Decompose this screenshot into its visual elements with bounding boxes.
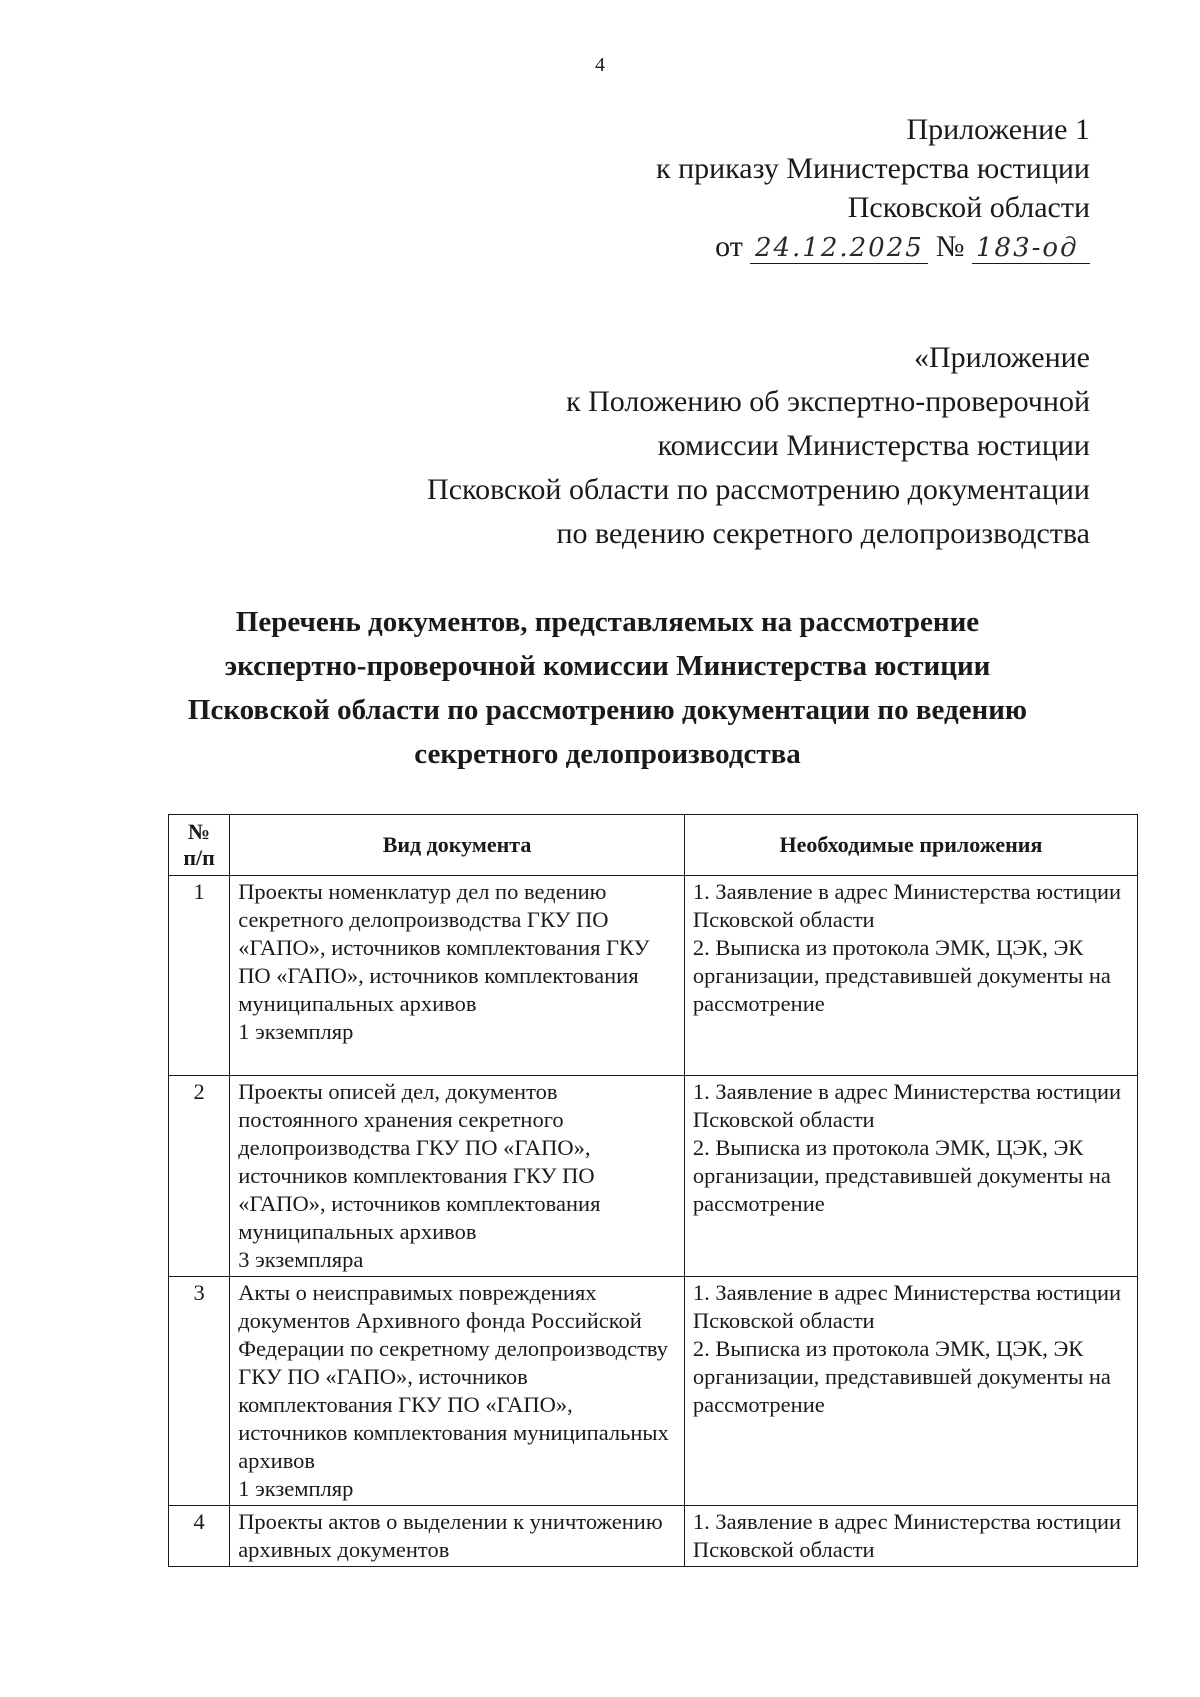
- number-sign: №: [935, 230, 965, 263]
- copies-count: 1 экземпляр: [238, 1019, 354, 1044]
- attachment-item: 1. Заявление в адрес Министерства юстиции Псковской области: [692, 1280, 1122, 1333]
- document-kind: Проекты номенклатур дел по ведению секретного делопроизводства ГКУ ПО «ГАПО», источников комплектования ГКУ ПО «ГАПО», источников комплектования муниципальных архивов: [238, 879, 650, 1016]
- document-title-line: секретного делопроизводства: [414, 738, 801, 770]
- copies-count: 3 экземпляра: [238, 1247, 364, 1272]
- appendix-header: [656, 110, 1090, 266]
- attachments-cell: [684, 1277, 1137, 1506]
- quoted-appendix-line: к Положению об экспертно-проверочной: [566, 385, 1090, 418]
- page-number: 4: [595, 54, 605, 76]
- table-header-row: [169, 815, 1138, 876]
- quoted-appendix-header: [427, 336, 1090, 556]
- attachments-cell: [684, 876, 1137, 1076]
- attachments-cell: [684, 1076, 1137, 1277]
- document-kind-cell: [230, 1506, 685, 1567]
- row-number: 3: [169, 1277, 230, 1506]
- attachment-item: 2. Выписка из протокола ЭМК, ЦЭК, ЭК организации, представившей документы на рассмотрение: [692, 1336, 1111, 1417]
- document-title: [120, 600, 1095, 776]
- table-row: [169, 1076, 1138, 1277]
- document-kind: Проекты описей дел, документов постоянного хранения секретного делопроизводства ГКУ ПО «ГАПО», источников комплектования ГКУ ПО «ГАПО», источников комплектования муниципальных архивов: [238, 1079, 601, 1244]
- attachment-item: 1. Заявление в адрес Министерства юстиции Псковской области: [692, 1079, 1122, 1132]
- order-date-number-line: [656, 227, 1090, 266]
- document-title-line: Перечень документов, представляемых на рассмотрение: [235, 606, 980, 638]
- row-number: 2: [169, 1076, 230, 1277]
- quoted-appendix-line: «Приложение: [913, 341, 1090, 374]
- row-number: 1: [169, 876, 230, 1076]
- attachment-item: 1. Заявление в адрес Министерства юстиции Псковской области: [692, 879, 1122, 932]
- header-document-kind: Вид документа: [230, 815, 685, 876]
- appendix-title: Приложение 1: [906, 113, 1090, 146]
- appendix-order-ref: к приказу Министерства юстиции: [656, 152, 1090, 185]
- table-row: [169, 1506, 1138, 1567]
- handwritten-date: 24.12.2025: [750, 233, 928, 264]
- document-kind-cell: [230, 876, 685, 1076]
- table-row: [169, 1277, 1138, 1506]
- attachment-item: 2. Выписка из протокола ЭМК, ЦЭК, ЭК организации, представившей документы на рассмотрение: [692, 935, 1111, 1016]
- handwritten-order-number: 183-од: [972, 233, 1090, 264]
- quoted-appendix-line: Псковской области по рассмотрению документации: [427, 473, 1090, 506]
- attachment-item: 2. Выписка из протокола ЭМК, ЦЭК, ЭК организации, представившей документы на рассмотрение: [692, 1135, 1111, 1216]
- date-prefix: от: [715, 230, 743, 263]
- quoted-appendix-line: комиссии Министерства юстиции: [657, 429, 1090, 462]
- table-row: [169, 876, 1138, 1076]
- document-kind: Акты о неисправимых повреждениях документов Архивного фонда Российской Федерации по секретному делопроизводству ГКУ ПО «ГАПО», источников комплектования ГКУ ПО «ГАПО», источников комплектования муниципальных архивов: [238, 1280, 669, 1473]
- header-number: № п/п: [169, 815, 230, 876]
- documents-table: [168, 814, 1138, 1567]
- row-number: 4: [169, 1506, 230, 1567]
- copies-count: 1 экземпляр: [238, 1476, 354, 1501]
- attachments-cell: [684, 1506, 1137, 1567]
- appendix-region: Псковской области: [847, 191, 1090, 224]
- attachment-item: 1. Заявление в адрес Министерства юстиции Псковской области: [692, 1509, 1122, 1562]
- header-attachments: Необходимые приложения: [684, 815, 1137, 876]
- document-title-line: Псковской области по рассмотрению документации по ведению: [187, 694, 1028, 726]
- document-kind: Проекты актов о выделении к уничтожению архивных документов: [238, 1509, 663, 1562]
- document-title-line: экспертно-проверочной комиссии Министерства юстиции: [224, 650, 991, 682]
- document-kind-cell: [230, 1277, 685, 1506]
- quoted-appendix-line: по ведению секретного делопроизводства: [556, 517, 1090, 550]
- document-kind-cell: [230, 1076, 685, 1277]
